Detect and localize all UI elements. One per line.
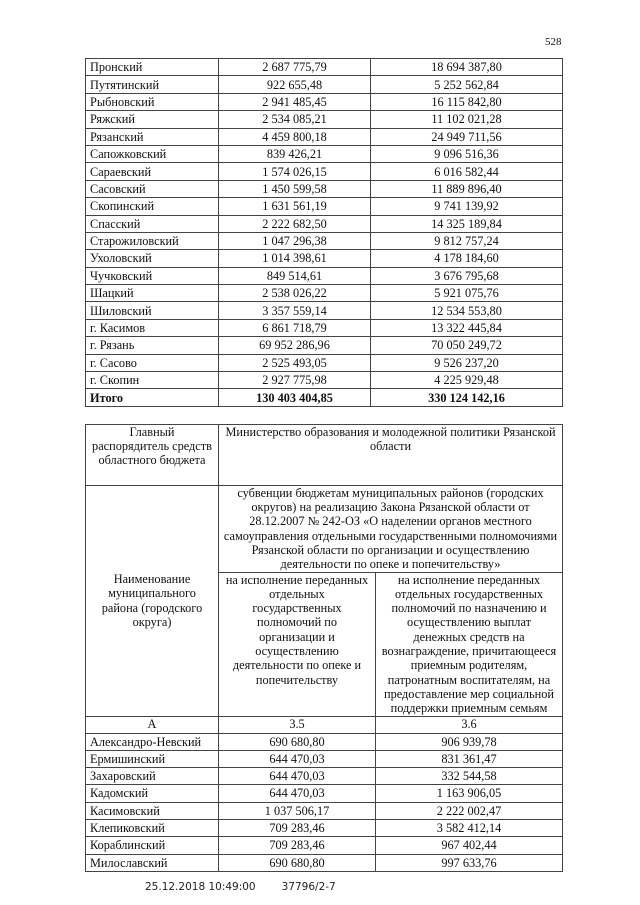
- table-row: [86, 198, 563, 215]
- code-3-6: 3.6: [376, 716, 563, 733]
- header-col-3-6: на исполнение переданных отдельных государственных полномочий по назначению и осуществлению выплат денежных средств на вознаграждение, причитающееся приемным родителям, патронатным воспитателям, на предоставление мер социальной поддержки приемным семьям: [376, 572, 563, 716]
- municipality-name: Скопинский: [86, 198, 219, 215]
- amount-col-1: 2 687 775,79: [219, 59, 371, 76]
- code-3-5: 3.5: [219, 716, 376, 733]
- amount-col-1: 6 861 718,79: [219, 319, 371, 336]
- table-row: [86, 250, 563, 267]
- amount-col-1: 690 680,80: [219, 733, 376, 750]
- table-row: [86, 733, 563, 750]
- table-row: [86, 267, 563, 284]
- amount-col-1: 4 459 800,18: [219, 128, 371, 145]
- municipality-name: Итого: [86, 389, 219, 406]
- amount-col-2: 9 526 237,20: [371, 354, 563, 371]
- municipality-name: г. Скопин: [86, 372, 219, 389]
- table-row: [86, 750, 563, 767]
- municipality-name: Клепиковский: [86, 820, 219, 837]
- amount-col-2: 18 694 387,80: [371, 59, 563, 76]
- municipality-name: Кораблинский: [86, 837, 219, 854]
- amount-col-1: 839 426,21: [219, 145, 371, 162]
- municipality-name: Милославский: [86, 854, 219, 871]
- amount-col-2: 16 115 842,80: [371, 93, 563, 110]
- table-row: [86, 820, 563, 837]
- municipality-name: Ряжский: [86, 111, 219, 128]
- amount-col-2: 5 252 562,84: [371, 76, 563, 93]
- code-a: А: [86, 716, 219, 733]
- amount-col-2: 9 812 757,24: [371, 232, 563, 249]
- amount-col-2: 4 225 929,48: [371, 372, 563, 389]
- municipality-name: Путятинский: [86, 76, 219, 93]
- amount-col-1: 2 222 682,50: [219, 215, 371, 232]
- municipality-name: г. Рязань: [86, 337, 219, 354]
- amount-col-2: 967 402,44: [376, 837, 563, 854]
- municipality-name: Старожиловский: [86, 232, 219, 249]
- amount-col-1: 1 037 506,17: [219, 802, 376, 819]
- table-row: [86, 180, 563, 197]
- municipality-name: Ермишинский: [86, 750, 219, 767]
- amount-col-1: 922 655,48: [219, 76, 371, 93]
- table-row: [86, 128, 563, 145]
- amount-col-1: 849 514,61: [219, 267, 371, 284]
- municipality-name: Пронский: [86, 59, 219, 76]
- amount-col-1: 1 047 296,38: [219, 232, 371, 249]
- municipality-name: Чучковский: [86, 267, 219, 284]
- municipality-name: Захаровский: [86, 768, 219, 785]
- page-number: 528: [545, 36, 562, 48]
- table-row: [86, 215, 563, 232]
- amount-col-1: 2 927 775,98: [219, 372, 371, 389]
- amount-col-1: 644 470,03: [219, 750, 376, 767]
- table-row: [86, 354, 563, 371]
- table-row: [86, 163, 563, 180]
- table-row: [86, 802, 563, 819]
- municipality-name: Кадомский: [86, 785, 219, 802]
- amount-col-2: 1 163 906,05: [376, 785, 563, 802]
- amount-col-1: 644 470,03: [219, 768, 376, 785]
- footer-doc-id: 37796/2-7: [281, 880, 336, 893]
- amount-col-1: 2 538 026,22: [219, 285, 371, 302]
- municipality-name: Шиловский: [86, 302, 219, 319]
- table-row: [86, 145, 563, 162]
- header-municipality-name: Наименование муниципального района (городского округа): [86, 485, 219, 716]
- municipality-name: Шацкий: [86, 285, 219, 302]
- footer-timestamp: 25.12.2018 10:49:00: [145, 880, 256, 893]
- table-row: [86, 837, 563, 854]
- amount-col-1: 1 631 561,19: [219, 198, 371, 215]
- amount-col-2: 831 361,47: [376, 750, 563, 767]
- header-subvention: субвенции бюджетам муниципальных районов (городских округов) на реализацию Закона Рязанской области от 28.12.2007 № 242-ОЗ «О наделении органов местного самоуправления отдельными государственными полномочиями Рязанской области по организации и осуществлению деятельности по опеке и попечительству»: [219, 485, 563, 572]
- table-row: [86, 854, 563, 871]
- table-row: [86, 232, 563, 249]
- amount-col-1: 644 470,03: [219, 785, 376, 802]
- amount-col-2: 70 050 249,72: [371, 337, 563, 354]
- municipality-name: г. Сасово: [86, 354, 219, 371]
- municipality-name: Касимовский: [86, 802, 219, 819]
- header-distributor: Главный распорядитель средств областного бюджета: [86, 424, 219, 485]
- table-row: [86, 372, 563, 389]
- table-row: [86, 389, 563, 406]
- amount-col-2: 906 939,78: [376, 733, 563, 750]
- amount-col-1: 1 014 398,61: [219, 250, 371, 267]
- amount-col-2: 11 102 021,28: [371, 111, 563, 128]
- municipality-name: Рязанский: [86, 128, 219, 145]
- municipality-name: Сараевский: [86, 163, 219, 180]
- amount-col-2: 14 325 189,84: [371, 215, 563, 232]
- header-ministry: Министерство образования и молодежной политики Рязанской области: [219, 424, 563, 485]
- municipality-name: Спасский: [86, 215, 219, 232]
- municipality-name: г. Касимов: [86, 319, 219, 336]
- table-row: [86, 302, 563, 319]
- amount-col-1: 709 283,46: [219, 820, 376, 837]
- table-row: [86, 337, 563, 354]
- amount-col-2: 6 016 582,44: [371, 163, 563, 180]
- table-row: [86, 768, 563, 785]
- amount-col-2: 5 921 075,76: [371, 285, 563, 302]
- table-row: [86, 785, 563, 802]
- amount-col-1: 2 534 085,21: [219, 111, 371, 128]
- amount-col-1: 690 680,80: [219, 854, 376, 871]
- amount-col-2: 2 222 002,47: [376, 802, 563, 819]
- amount-col-2: 3 676 795,68: [371, 267, 563, 284]
- header-col-3-5: на исполнение переданных отдельных государственных полномочий по организации и осуществлению деятельности по опеке и попечительству: [219, 572, 376, 716]
- amount-col-2: 9 096 516,36: [371, 145, 563, 162]
- table-row: [86, 319, 563, 336]
- amount-col-1: 130 403 404,85: [219, 389, 371, 406]
- amount-col-2: 332 544,58: [376, 768, 563, 785]
- amount-col-2: 9 741 139,92: [371, 198, 563, 215]
- amount-col-2: 12 534 553,80: [371, 302, 563, 319]
- municipality-name: Сасовский: [86, 180, 219, 197]
- amount-col-1: 2 525 493,05: [219, 354, 371, 371]
- municipality-name: Ухоловский: [86, 250, 219, 267]
- table-row: [86, 59, 563, 76]
- table-row: [86, 111, 563, 128]
- amount-col-2: 3 582 412,14: [376, 820, 563, 837]
- amount-col-1: 709 283,46: [219, 837, 376, 854]
- table-row: [86, 285, 563, 302]
- amount-col-1: 1 574 026,15: [219, 163, 371, 180]
- amount-col-2: 4 178 184,60: [371, 250, 563, 267]
- amount-col-1: 69 952 286,96: [219, 337, 371, 354]
- municipality-name: Рыбновский: [86, 93, 219, 110]
- amount-col-2: 24 949 711,56: [371, 128, 563, 145]
- amount-col-2: 330 124 142,16: [371, 389, 563, 406]
- municipality-name: Сапожковский: [86, 145, 219, 162]
- footer-stamp: [145, 881, 563, 894]
- municipality-name: Александро-Невский: [86, 733, 219, 750]
- amount-col-2: 997 633,76: [376, 854, 563, 871]
- amount-col-2: 11 889 896,40: [371, 180, 563, 197]
- table-row: [86, 93, 563, 110]
- table-row: [86, 76, 563, 93]
- guardianship-subventions-table: [85, 424, 563, 872]
- subsidies-table-continued: [85, 58, 563, 407]
- amount-col-1: 1 450 599,58: [219, 180, 371, 197]
- amount-col-2: 13 322 445,84: [371, 319, 563, 336]
- amount-col-1: 3 357 559,14: [219, 302, 371, 319]
- amount-col-1: 2 941 485,45: [219, 93, 371, 110]
